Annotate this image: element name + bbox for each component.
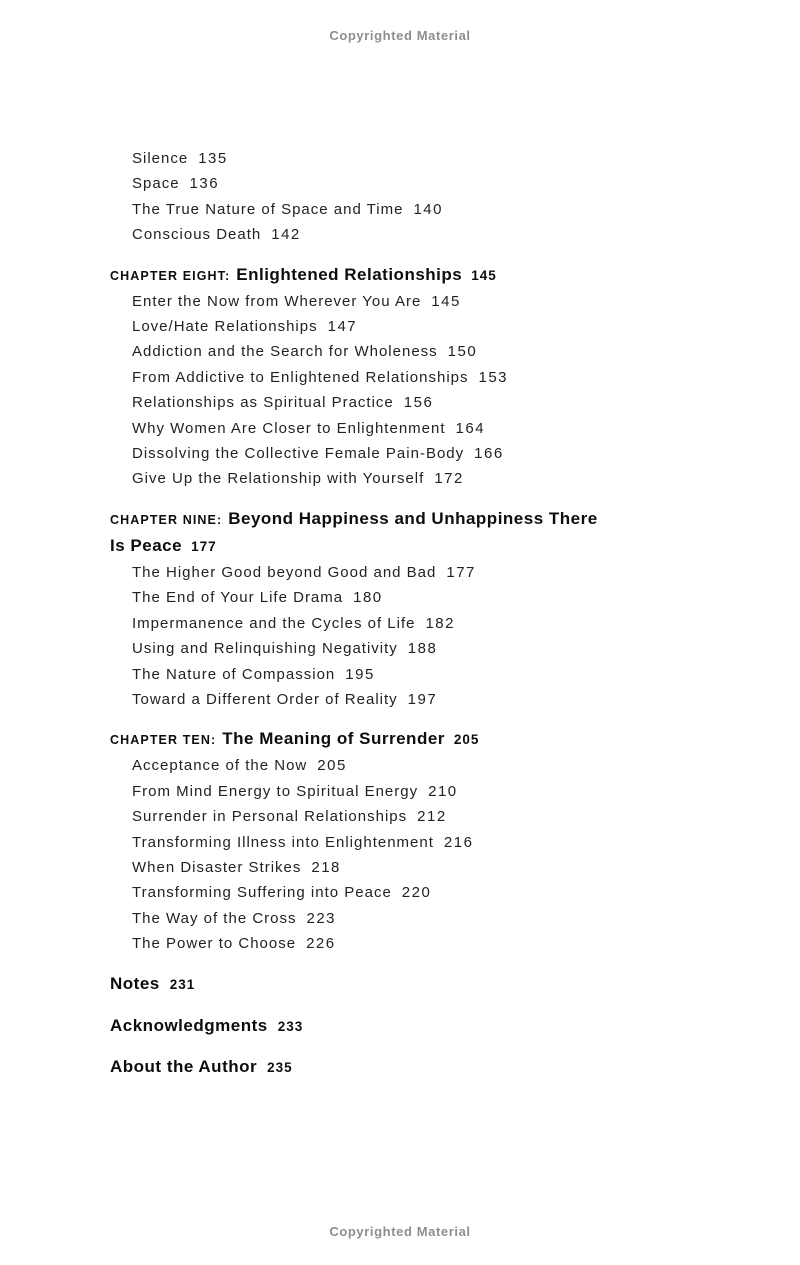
toc-entry: [110, 855, 610, 880]
toc-entry: [110, 197, 610, 222]
toc-entry-title: Toward a Different Order of Reality: [132, 690, 398, 708]
toc-entry-page: 205: [317, 757, 347, 775]
chapter-label: CHAPTER TEN:: [110, 733, 217, 748]
toc-entry-page: 172: [434, 470, 464, 488]
toc-entry: [110, 289, 610, 314]
back-matter-page: 231: [169, 977, 196, 993]
back-matter-item: [110, 971, 610, 998]
toc-entry-page: 226: [306, 935, 336, 953]
toc-entry: [110, 314, 610, 339]
toc-entry-page: 153: [478, 368, 509, 386]
toc-entry-title: Acceptance of the Now: [132, 757, 308, 775]
chapter-title: Beyond Happiness and Unhappiness There Is Peace: [110, 508, 598, 555]
chapter-page: 205: [453, 732, 480, 748]
toc-entry-page: 180: [353, 589, 383, 607]
toc-entry: [110, 560, 610, 585]
toc-entry-title: Relationships as Spiritual Practice: [132, 394, 394, 412]
toc-entry-page: 220: [401, 884, 432, 902]
toc-entry-title: From Addictive to Enlightened Relationships: [132, 368, 469, 386]
toc-entry-page: 197: [407, 690, 438, 708]
toc-entry-page: 223: [306, 909, 337, 927]
toc-entry: [110, 466, 610, 491]
toc-entry: [110, 753, 610, 778]
copyright-watermark-bottom: Copyrighted Material: [329, 1224, 471, 1239]
chapter-heading: [110, 506, 610, 560]
toc-entry-title: Transforming Illness into Enlightenment: [132, 833, 434, 851]
toc-entry-title: The Way of the Cross: [132, 909, 297, 927]
toc-entry-page: 188: [407, 640, 438, 658]
toc-entry: [110, 339, 610, 364]
toc-entry: [110, 687, 610, 712]
toc-entry-page: 218: [311, 858, 341, 876]
toc-entry: [110, 441, 610, 466]
toc-entry-title: Surrender in Personal Relationships: [132, 808, 408, 826]
copyright-watermark-top: Copyrighted Material: [329, 28, 471, 43]
toc-entry-title: The True Nature of Space and Time: [132, 200, 404, 218]
chapter-page: 177: [191, 538, 217, 554]
toc-entry-title: Addiction and the Search for Wholeness: [132, 343, 438, 361]
toc-entry: [110, 830, 610, 855]
toc-entry-title: Give Up the Relationship with Yourself: [132, 470, 425, 488]
chapter-label: CHAPTER NINE:: [110, 512, 223, 527]
toc-entry: [110, 146, 610, 171]
toc-entry-page: 150: [447, 343, 478, 361]
toc-entry-page: 166: [474, 445, 504, 463]
toc-entry-page: 195: [345, 665, 375, 683]
toc-entry-title: From Mind Energy to Spiritual Energy: [132, 782, 419, 800]
chapter-label: CHAPTER EIGHT:: [110, 268, 231, 283]
toc-entry-title: The Power to Choose: [132, 935, 297, 953]
toc-entry-title: The Higher Good beyond Good and Bad: [132, 563, 437, 581]
toc-entry-page: 212: [417, 808, 447, 826]
toc-entry-page: 140: [413, 200, 443, 218]
chapter-heading: [110, 726, 610, 753]
toc-entry-page: 164: [455, 419, 486, 437]
toc-entry: [110, 779, 610, 804]
back-matter-page: 233: [277, 1018, 304, 1034]
chapter-title: The Meaning of Surrender: [222, 729, 445, 749]
toc-entry-title: The End of Your Life Drama: [132, 589, 344, 607]
toc-entry: [110, 636, 610, 661]
toc-entry-title: Love/Hate Relationships: [132, 318, 318, 336]
toc-entry-title: Space: [132, 175, 180, 193]
toc-entry-page: 216: [443, 833, 474, 851]
toc-entry-page: 156: [403, 394, 434, 412]
toc-entry: [110, 365, 610, 390]
toc-entry-page: 136: [189, 175, 220, 193]
toc-entry-title: Enter the Now from Wherever You Are: [132, 292, 422, 310]
toc-entry-title: Conscious Death: [132, 226, 262, 244]
table-of-contents: [110, 146, 610, 1081]
toc-entry-page: 210: [428, 782, 458, 800]
toc-entry: [110, 931, 610, 956]
toc-entry: [110, 390, 610, 415]
toc-entry-title: Using and Relinquishing Negativity: [132, 640, 398, 658]
toc-entry: [110, 171, 610, 196]
toc-entry-page: 142: [271, 226, 301, 244]
toc-entry-title: Impermanence and the Cycles of Life: [132, 614, 416, 632]
back-matter-title: Notes: [110, 974, 160, 994]
toc-entry-page: 177: [446, 563, 476, 581]
back-matter-page: 235: [267, 1060, 293, 1076]
chapter-heading: [110, 262, 610, 289]
toc-entry-page: 135: [198, 150, 228, 167]
toc-entry: [110, 585, 610, 610]
toc-entry-page: 147: [327, 318, 358, 336]
toc-entry: [110, 880, 610, 905]
chapter-title: Enlightened Relationships: [236, 264, 463, 284]
toc-entry-page: 145: [431, 292, 461, 310]
toc-entry-title: Transforming Suffering into Peace: [132, 884, 392, 902]
toc-entry-title: The Nature of Compassion: [132, 665, 336, 683]
toc-entry: [110, 662, 610, 687]
toc-entry: [110, 222, 610, 247]
back-matter-item: [110, 1054, 610, 1081]
toc-entry: [110, 416, 610, 441]
toc-entry-title: Why Women Are Closer to Enlightenment: [132, 419, 446, 437]
toc-entry: [110, 804, 610, 829]
toc-entry-page: 182: [425, 614, 455, 632]
toc-entry-title: Silence: [132, 150, 189, 167]
chapter-page: 145: [471, 267, 497, 283]
toc-entry: [110, 611, 610, 636]
back-matter-item: [110, 1013, 610, 1040]
toc-entry-title: Dissolving the Collective Female Pain-Body: [132, 445, 465, 463]
back-matter-title: Acknowledgments: [110, 1015, 268, 1035]
toc-entry: [110, 906, 610, 931]
toc-entry-title: When Disaster Strikes: [132, 858, 302, 876]
back-matter-title: About the Author: [110, 1057, 258, 1077]
